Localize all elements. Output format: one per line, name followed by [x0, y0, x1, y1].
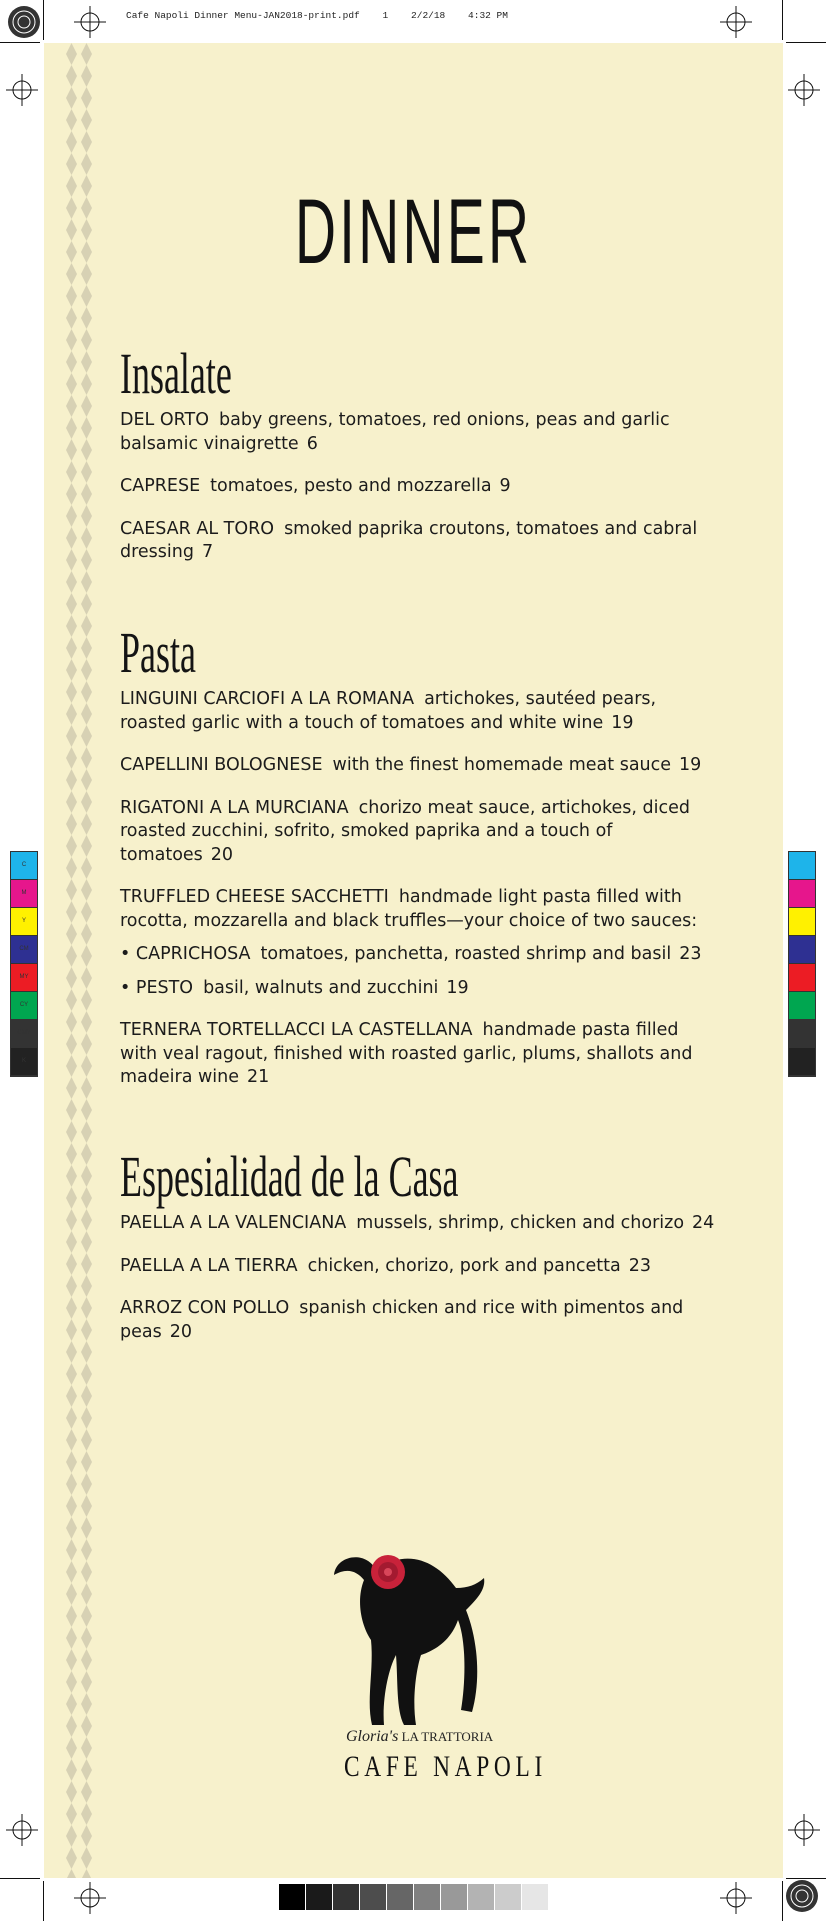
- menu-item: [120, 797, 720, 868]
- color-registration-bar-right: [788, 851, 816, 1077]
- registration-swatch: CMY: [11, 1020, 37, 1048]
- menu-item-price: 23: [628, 1255, 652, 1276]
- registration-swatch: Y: [11, 908, 37, 936]
- grayscale-swatch: [279, 1884, 306, 1910]
- crosshair-icon: [720, 6, 752, 38]
- menu-title: DINNER: [294, 181, 533, 283]
- menu-item: [120, 475, 720, 499]
- menu-item-description: artichokes, sautéed pears, roasted garlic with a touch of tomatoes and white wine: [120, 689, 657, 733]
- section-title: Insalate: [120, 341, 232, 406]
- menu-item: [120, 754, 720, 778]
- menu-item-price: 9: [499, 476, 511, 496]
- grayscale-swatch: [333, 1884, 360, 1910]
- menu-item-price: 24: [692, 1213, 715, 1233]
- crop-mark: [786, 1878, 826, 1879]
- menu-item: [120, 943, 720, 967]
- menu-item-description: spanish chicken and rice with pimentos and peas: [120, 1298, 684, 1342]
- menu-item-description: tomatoes, pesto and mozzarella: [210, 476, 492, 496]
- registration-swatch: K: [11, 1048, 37, 1076]
- grayscale-swatch: [387, 1884, 414, 1910]
- menu-item: [120, 886, 720, 933]
- menu-item-description: basil, walnuts and zucchini: [203, 977, 439, 998]
- print-slug: Cafe Napoli Dinner Menu-JAN2018-print.pdf 1 2/2/18 4:32 PM: [126, 10, 508, 21]
- crosshair-icon: [74, 6, 106, 38]
- menu-item-description: mussels, shrimp, chicken and chorizo: [356, 1213, 685, 1233]
- registration-swatch: CM: [11, 936, 37, 964]
- registration-swatch: CY: [11, 992, 37, 1020]
- crop-mark: [0, 42, 40, 43]
- menu-item-description: baby greens, tomatoes, red onions, peas and garlic balsamic vinaigrette: [120, 410, 670, 454]
- menu-item: [120, 1255, 720, 1279]
- menu-item-price: 19: [446, 977, 469, 998]
- crosshair-icon: [74, 1882, 106, 1914]
- logo-script: Gloria's: [346, 1728, 399, 1745]
- registration-swatch: M: [11, 880, 37, 908]
- menu-item-description: tomatoes, panchetta, roasted shrimp and basil: [260, 944, 672, 964]
- menu-item-name: RIGATONI A LA MURCIANA: [120, 797, 349, 818]
- registration-swatch: [789, 880, 815, 908]
- section-especialidad: [120, 1144, 720, 1363]
- menu-item-name: • CAPRICHOSA: [120, 944, 251, 964]
- crosshair-icon: [788, 1814, 820, 1846]
- diamond-border: [64, 43, 94, 1878]
- crop-mark: [43, 1881, 44, 1921]
- menu-item: [120, 1297, 720, 1344]
- registration-swatch: [789, 964, 815, 992]
- menu-item-description: smoked paprika croutons, tomatoes and cabral dressing: [120, 518, 698, 562]
- registration-swatch: [789, 852, 815, 880]
- grayscale-swatch: [441, 1884, 468, 1910]
- registration-swatch: [789, 1020, 815, 1048]
- section-title: Pasta: [120, 620, 196, 685]
- section-pasta: [120, 620, 720, 1109]
- menu-item-name: CAPELLINI BOLOGNESE: [120, 755, 323, 775]
- registration-swatch: [789, 936, 815, 964]
- menu-item-price: 19: [679, 755, 702, 775]
- menu-item-name: • PESTO: [120, 977, 194, 998]
- menu-item-name: CAPRESE: [120, 476, 201, 496]
- grayscale-swatch: [414, 1884, 441, 1910]
- grayscale-swatch: [306, 1884, 333, 1910]
- menu-item-description: handmade pasta filled with veal ragout, finished with roasted garlic, plums, shallots and madeira wine: [120, 1020, 693, 1087]
- menu-item-name: CAESAR AL TORO: [120, 518, 275, 539]
- bull-logo: [326, 1530, 496, 1730]
- menu-item-description: handmade light pasta filled with rocotta, mozzarella and black truffles—your choice of two sauces:: [120, 887, 698, 931]
- menu-item-price: 23: [679, 944, 702, 964]
- menu-item-price: 19: [611, 712, 634, 733]
- menu-item-price: 20: [210, 844, 234, 865]
- crosshair-icon: [720, 1882, 752, 1914]
- logo-name: CAFE NAPOLI: [344, 1750, 547, 1783]
- crop-mark: [43, 0, 44, 40]
- crop-mark: [786, 42, 826, 43]
- menu-item: [120, 1019, 720, 1090]
- grayscale-swatch: [360, 1884, 387, 1910]
- registration-swatch: [789, 908, 815, 936]
- crop-mark: [0, 1878, 40, 1879]
- color-registration-bar-left: [10, 851, 38, 1077]
- registration-swatch: [789, 992, 815, 1020]
- menu-item-description: chicken, chorizo, pork and pancetta: [307, 1255, 621, 1276]
- menu-item-name: DEL ORTO: [120, 410, 209, 430]
- menu-item-price: 6: [306, 433, 318, 454]
- menu-item-name: TRUFFLED CHEESE SACCHETTI: [120, 887, 389, 907]
- menu-item-price: 20: [169, 1321, 192, 1342]
- registration-target-icon: [784, 1878, 820, 1914]
- menu-item-price: 7: [201, 542, 214, 562]
- menu-item: [120, 1212, 720, 1236]
- menu-item: [120, 409, 720, 456]
- registration-swatch: [789, 1048, 815, 1076]
- menu-item-price: 21: [247, 1067, 270, 1087]
- menu-item-name: TERNERA TORTELLACCI LA CASTELLANA: [120, 1020, 473, 1040]
- registration-target-icon: [6, 4, 42, 40]
- crosshair-icon: [6, 74, 38, 106]
- crop-mark: [782, 1881, 783, 1921]
- crosshair-icon: [6, 1814, 38, 1846]
- section-title: Espesialidad de la Casa: [120, 1144, 459, 1209]
- menu-item-name: LINGUINI CARCIOFI A LA ROMANA: [120, 689, 415, 709]
- menu-item-name: ARROZ CON POLLO: [120, 1298, 290, 1318]
- logo-subtitle: Gloria's LA TRATTORIA: [346, 1728, 494, 1745]
- crop-mark: [782, 0, 783, 40]
- crosshair-icon: [788, 74, 820, 106]
- grayscale-swatch: [468, 1884, 495, 1910]
- grayscale-swatch: [495, 1884, 522, 1910]
- grayscale-strip: [279, 1884, 549, 1910]
- menu-item: [120, 518, 720, 565]
- menu-item: [120, 977, 720, 1001]
- menu-item-name: PAELLA A LA VALENCIANA: [120, 1213, 347, 1233]
- registration-swatch: MY: [11, 964, 37, 992]
- menu-item-description: with the finest homemade meat sauce: [332, 755, 672, 775]
- menu-item-description: chorizo meat sauce, artichokes, diced roasted zucchini, sofrito, smoked paprika and a touch of tomatoes: [120, 797, 690, 865]
- menu-item: [120, 688, 720, 735]
- section-insalate: [120, 341, 720, 584]
- menu-item-name: PAELLA A LA TIERRA: [120, 1255, 298, 1276]
- registration-swatch: C: [11, 852, 37, 880]
- grayscale-swatch: [522, 1884, 549, 1910]
